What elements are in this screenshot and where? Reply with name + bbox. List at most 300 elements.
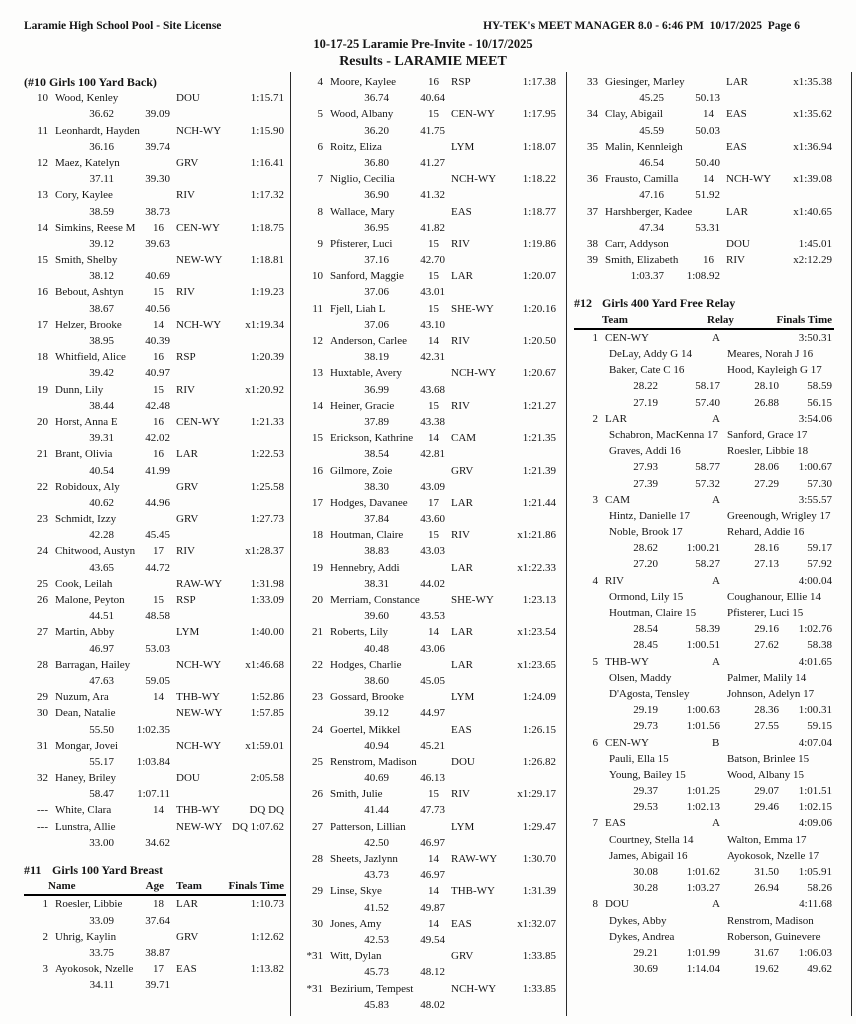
swimmer-name: Haney, Briley <box>55 772 116 785</box>
relay-letter: A <box>712 655 720 668</box>
splits-row <box>574 123 834 139</box>
relay-swimmer: Hintz, Danielle 17 <box>609 509 690 522</box>
split-time: 59.15 <box>807 720 832 733</box>
result-row <box>299 527 558 543</box>
split-time: 29.21 <box>633 946 658 959</box>
split-time: 43.06 <box>420 642 445 655</box>
finals-time: 3:54.06 <box>798 412 832 425</box>
split-time: 38.87 <box>145 946 170 959</box>
swimmer-name: Sanford, Maggie <box>330 270 404 283</box>
split-time: 37.89 <box>364 415 389 428</box>
result-rank: 23 <box>312 691 323 704</box>
splits-row <box>299 284 558 300</box>
split-time: 1:07.11 <box>137 788 170 801</box>
split-time: 55.17 <box>89 755 114 768</box>
result-rank: 14 <box>37 221 48 234</box>
event-title: Girls 100 Yard Breast <box>52 863 163 877</box>
splits-row <box>299 576 558 592</box>
swimmer-age: 14 <box>428 335 439 347</box>
split-time: 27.55 <box>754 720 779 733</box>
result-rank: 9 <box>317 237 323 250</box>
relay-swimmer: Palmer, Malily 14 <box>727 671 807 684</box>
result-rank: 33 <box>587 76 598 88</box>
split-time: 44.02 <box>420 577 445 590</box>
split-time: 28.16 <box>754 542 779 555</box>
split-time: 39.71 <box>145 979 170 992</box>
result-row <box>24 90 286 106</box>
team-code: DOU <box>726 237 750 250</box>
split-time: 33.09 <box>89 914 114 927</box>
event-number: #12 <box>574 296 592 311</box>
split-time: 36.74 <box>364 92 389 105</box>
finals-time: 1:40.00 <box>250 626 284 639</box>
swimmer-age: 16 <box>428 76 439 88</box>
split-time: 40.48 <box>364 642 389 655</box>
split-time: 46.54 <box>639 156 664 169</box>
result-rank: 24 <box>37 545 48 558</box>
split-time: 58.38 <box>807 639 832 652</box>
relay-swimmer: Renstrom, Madison <box>727 914 814 927</box>
team-code: RIV <box>451 788 470 801</box>
splits-row <box>299 835 558 851</box>
result-row <box>24 414 286 430</box>
result-rank: 21 <box>37 448 48 461</box>
split-time: 41.75 <box>420 124 445 137</box>
swimmer-name: Linse, Skye <box>330 885 382 898</box>
split-time: 43.10 <box>420 318 445 331</box>
event-header-continued: (#10 Girls 100 Yard Back) <box>24 75 157 89</box>
result-rank: 10 <box>312 270 323 283</box>
splits-row <box>574 155 834 171</box>
finals-time: 1:57.85 <box>250 707 284 720</box>
splits-row <box>24 560 286 576</box>
relay-splits-row <box>574 556 834 572</box>
team-code: EAS <box>451 917 472 930</box>
split-time: 40.62 <box>89 496 114 509</box>
event-header <box>574 295 834 311</box>
relay-splits-row <box>574 961 834 977</box>
result-row <box>299 106 558 122</box>
finals-time: 1:33.09 <box>250 594 284 606</box>
team-code: CAM <box>451 432 477 445</box>
swimmer-age: 15 <box>428 108 439 121</box>
finals-time: 1:21.27 <box>522 399 556 412</box>
column-header-team: Team <box>602 313 628 326</box>
swimmer-name: Roesler, Libbie <box>55 898 123 911</box>
result-rank: 35 <box>587 140 598 153</box>
team-code: RIV <box>176 189 195 202</box>
split-time: 1:00.67 <box>798 461 832 474</box>
team-code: GRV <box>176 930 199 943</box>
result-row <box>299 851 558 867</box>
split-time: 33.75 <box>89 946 114 959</box>
split-time: 37.06 <box>364 318 389 331</box>
split-time: 31.67 <box>754 946 779 959</box>
swimmer-name: Cook, Leilah <box>55 577 113 590</box>
swimmer-age: 16 <box>153 221 164 234</box>
team-code: RSP <box>176 351 196 364</box>
split-time: 29.37 <box>633 785 658 798</box>
result-rank: --- <box>37 804 48 817</box>
result-rank: 6 <box>592 736 598 749</box>
result-row <box>24 511 286 527</box>
relay-team-name: DOU <box>605 898 629 911</box>
result-rank: 18 <box>37 351 48 364</box>
finals-time: 1:17.32 <box>250 189 284 202</box>
finals-time: 1:16.41 <box>250 156 284 169</box>
swimmer-name: Heiner, Gracie <box>330 399 395 412</box>
results-column-1 <box>24 74 286 994</box>
splits-row <box>299 867 558 883</box>
result-rank: 7 <box>317 173 323 186</box>
team-code: DOU <box>176 92 200 105</box>
split-time: 36.90 <box>364 189 389 202</box>
team-code: NEW-WY <box>176 820 223 833</box>
split-time: 39.63 <box>145 237 170 250</box>
team-code: NCH-WY <box>176 318 222 331</box>
finals-time: 1:19.86 <box>522 237 556 250</box>
relay-swimmers-row <box>574 751 834 767</box>
splits-row <box>299 123 558 139</box>
relay-result-row <box>574 654 834 670</box>
team-code: LYM <box>451 691 475 704</box>
result-rank: 20 <box>37 415 48 428</box>
splits-row <box>24 977 286 993</box>
swimmer-age: 15 <box>153 594 164 606</box>
finals-time: 1:20.16 <box>522 302 556 315</box>
team-code: THB-WY <box>451 885 495 898</box>
splits-row <box>24 268 286 284</box>
result-row <box>574 236 834 252</box>
relay-result-row <box>574 815 834 831</box>
finals-time: 1:20.39 <box>250 351 284 364</box>
swimmer-age: 16 <box>153 415 164 428</box>
split-time: 43.68 <box>420 383 445 396</box>
split-time: 1:00.31 <box>798 704 832 717</box>
team-code: RSP <box>451 76 471 88</box>
relay-swimmers-row <box>574 832 834 848</box>
splits-row <box>299 349 558 365</box>
split-time: 40.97 <box>145 367 170 380</box>
swimmer-age: 15 <box>428 270 439 283</box>
splits-row <box>24 365 286 381</box>
split-time: 1:02.13 <box>686 801 720 814</box>
team-code: NCH-WY <box>451 982 497 995</box>
result-rank: 27 <box>312 820 323 833</box>
column-header-age: Age <box>145 880 164 893</box>
relay-swimmer: Batson, Brinlee 15 <box>727 752 810 765</box>
swimmer-name: Gilmore, Zoie <box>330 464 393 477</box>
split-time: 27.13 <box>754 558 779 571</box>
team-code: EAS <box>451 723 472 736</box>
result-rank: 4 <box>592 574 598 587</box>
split-time: 40.69 <box>364 772 389 785</box>
splits-row <box>299 382 558 398</box>
split-time: 28.10 <box>754 380 779 393</box>
team-code: DOU <box>451 755 475 768</box>
result-row <box>24 382 286 398</box>
splits-row <box>574 268 834 284</box>
relay-splits-row <box>574 864 834 880</box>
team-code: RIV <box>451 237 470 250</box>
splits-row <box>299 964 558 980</box>
split-time: 41.32 <box>420 189 445 202</box>
split-time: 30.69 <box>633 963 658 976</box>
split-time: 43.01 <box>420 286 445 299</box>
split-time: 27.19 <box>633 396 658 409</box>
split-time: 48.12 <box>420 966 445 979</box>
swimmer-name: Whitfield, Alice <box>55 351 126 364</box>
split-time: 38.54 <box>364 448 389 461</box>
splits-row <box>24 430 286 446</box>
finals-time: 4:11.68 <box>799 898 832 911</box>
team-code: LAR <box>726 76 748 88</box>
swimmer-age: 16 <box>703 254 714 267</box>
split-time: 29.46 <box>754 801 779 814</box>
split-time: 51.92 <box>695 189 720 202</box>
team-code: RIV <box>451 399 470 412</box>
finals-time: 1:21.44 <box>522 496 556 509</box>
split-time: 47.34 <box>639 221 664 234</box>
swimmer-age: 18 <box>153 898 164 911</box>
result-row <box>574 204 834 220</box>
splits-row <box>299 802 558 818</box>
relay-splits-row <box>574 459 834 475</box>
result-rank: 25 <box>312 755 323 768</box>
finals-time: 1:21.35 <box>522 432 556 445</box>
result-row <box>574 106 834 122</box>
finals-time: x1:35.62 <box>793 108 832 121</box>
result-row <box>299 398 558 414</box>
relay-splits-row <box>574 702 834 718</box>
split-time: 37.11 <box>89 173 114 186</box>
result-row <box>24 123 286 139</box>
swimmer-name: Anderson, Carlee <box>330 335 407 347</box>
result-rank: 18 <box>312 529 323 542</box>
relay-letter: A <box>712 412 720 425</box>
result-rank: 22 <box>37 480 48 493</box>
finals-time: 4:01.65 <box>798 655 832 668</box>
splits-row <box>299 317 558 333</box>
result-rank: 29 <box>37 691 48 704</box>
software-version-text: HY-TEK's MEET MANAGER 8.0 - 6:46 PM 10/17/2025 Page 6 <box>483 20 800 32</box>
relay-swimmers-row <box>574 427 834 443</box>
result-row <box>299 948 558 964</box>
relay-letter: A <box>712 898 720 911</box>
split-time: 37.84 <box>364 513 389 526</box>
split-time: 42.53 <box>364 933 389 946</box>
split-time: 1:02.35 <box>136 723 170 736</box>
finals-time: DQ 1:07.62 <box>232 820 284 833</box>
relay-letter: A <box>712 331 720 344</box>
result-rank: 11 <box>37 124 48 137</box>
splits-row <box>24 463 286 479</box>
finals-time: x1:35.38 <box>793 76 832 88</box>
split-time: 45.45 <box>145 529 170 542</box>
result-row <box>24 624 286 640</box>
splits-row <box>299 997 558 1013</box>
result-rank: *31 <box>306 950 323 963</box>
result-rank: 37 <box>587 205 598 218</box>
finals-time: 1:18.81 <box>250 254 284 267</box>
relay-swimmers-row <box>574 767 834 783</box>
result-row <box>24 155 286 171</box>
swimmer-name: Nuzum, Ara <box>55 691 109 704</box>
relay-swimmer: Young, Bailey 15 <box>609 768 686 781</box>
relay-team-name: LAR <box>605 412 627 425</box>
swimmer-name: Smith, Julie <box>330 788 383 801</box>
result-row <box>24 543 286 559</box>
finals-time: x1:29.17 <box>517 788 556 801</box>
result-row <box>299 268 558 284</box>
swimmer-name: Roberts, Lily <box>330 626 389 639</box>
team-code: LYM <box>451 820 475 833</box>
splits-row <box>299 479 558 495</box>
split-time: 42.50 <box>364 836 389 849</box>
swimmer-age: 14 <box>153 691 164 704</box>
relay-team-name: EAS <box>605 817 626 830</box>
split-time: 42.70 <box>420 254 445 267</box>
result-row <box>299 657 558 673</box>
result-rank: 2 <box>42 930 48 943</box>
split-time: 39.09 <box>145 108 170 121</box>
result-rank: 2 <box>592 412 598 425</box>
relay-splits-row <box>574 799 834 815</box>
team-code: RIV <box>726 254 745 267</box>
split-time: 38.19 <box>364 351 389 364</box>
finals-time: 1:21.39 <box>522 464 556 477</box>
splits-row <box>299 155 558 171</box>
split-time: 1:06.03 <box>798 946 832 959</box>
swimmer-age: 16 <box>153 351 164 364</box>
result-rank: 26 <box>312 788 323 801</box>
split-time: 48.58 <box>145 610 170 623</box>
relay-result-row <box>574 492 834 508</box>
result-rank: 7 <box>592 817 598 830</box>
relay-splits-row <box>574 637 834 653</box>
result-rank: 36 <box>587 173 598 186</box>
relay-swimmer: Schabron, MacKenna 17 <box>609 428 719 441</box>
swimmer-name: Wood, Kenley <box>55 92 119 105</box>
split-time: 37.06 <box>364 286 389 299</box>
swimmer-name: Schmidt, Izzy <box>55 513 117 526</box>
result-rank: 30 <box>37 707 48 720</box>
result-row <box>24 738 286 754</box>
finals-time: 1:15.90 <box>250 124 284 137</box>
finals-time: 1:13.82 <box>250 963 284 976</box>
split-time: 41.99 <box>145 464 170 477</box>
relay-swimmers-row <box>574 913 834 929</box>
split-time: 50.03 <box>695 124 720 137</box>
relay-swimmer: Roberson, Guinevere <box>727 930 821 943</box>
relay-swimmer: DeLay, Addy G 14 <box>609 348 692 360</box>
finals-time: x1:20.92 <box>245 383 284 396</box>
team-code: GRV <box>176 480 199 493</box>
relay-swimmer: Coughanour, Ellie 14 <box>727 590 821 603</box>
relay-result-row <box>574 735 834 751</box>
split-time: 38.95 <box>89 335 114 347</box>
split-time: 45.73 <box>364 966 389 979</box>
result-row <box>299 883 558 899</box>
result-rank: 28 <box>312 853 323 865</box>
split-time: 28.06 <box>754 461 779 474</box>
finals-time: 1:20.67 <box>522 367 556 380</box>
results-column-3 <box>574 74 834 977</box>
swimmer-age: 15 <box>428 399 439 412</box>
team-code: SHE-WY <box>451 302 494 315</box>
splits-row <box>24 945 286 961</box>
team-code: RSP <box>176 594 196 606</box>
team-code: RIV <box>176 383 195 396</box>
split-time: 39.60 <box>364 610 389 623</box>
split-time: 44.97 <box>420 707 445 720</box>
result-row <box>299 236 558 252</box>
result-rank: 8 <box>592 898 598 911</box>
relay-splits-row <box>574 783 834 799</box>
split-time: 40.56 <box>145 302 170 315</box>
relay-swimmer: Baker, Cate C 16 <box>609 364 685 377</box>
result-rank: 34 <box>587 108 598 121</box>
splits-row <box>24 204 286 220</box>
finals-time: x2:12.29 <box>793 254 832 267</box>
result-rank: 26 <box>37 594 48 606</box>
split-time: 38.59 <box>89 205 114 218</box>
split-time: 36.62 <box>89 108 114 121</box>
relay-swimmer: Courtney, Stella 14 <box>609 833 694 846</box>
result-row <box>574 74 834 90</box>
splits-row <box>24 301 286 317</box>
team-code: GRV <box>451 950 474 963</box>
result-row <box>24 284 286 300</box>
result-row <box>299 430 558 446</box>
result-rank: 12 <box>312 335 323 347</box>
team-code: LAR <box>451 626 473 639</box>
result-rank: 11 <box>312 302 323 315</box>
result-rank: 12 <box>37 156 48 169</box>
team-code: LAR <box>176 898 198 911</box>
split-time: 1:01.99 <box>686 946 720 959</box>
split-time: 53.03 <box>145 642 170 655</box>
finals-time: 1:24.09 <box>522 691 556 704</box>
split-time: 33.00 <box>89 836 114 849</box>
split-time: 1:03.27 <box>686 882 720 895</box>
split-time: 43.53 <box>420 610 445 623</box>
split-time: 36.80 <box>364 156 389 169</box>
team-code: RIV <box>451 529 470 542</box>
result-rank: 29 <box>312 885 323 898</box>
split-time: 39.31 <box>89 432 114 445</box>
splits-row <box>24 398 286 414</box>
split-time: 43.09 <box>420 480 445 493</box>
swimmer-name: Moore, Kaylee <box>330 76 396 88</box>
split-time: 1:00.51 <box>686 639 720 652</box>
finals-time: x1:32.07 <box>517 917 556 930</box>
result-row <box>24 187 286 203</box>
relay-team-name: RIV <box>605 574 624 587</box>
relay-swimmers-row <box>574 605 834 621</box>
splits-row <box>24 835 286 851</box>
result-rank: 23 <box>37 513 48 526</box>
finals-time: 1:52.86 <box>250 691 284 704</box>
split-time: 36.20 <box>364 124 389 137</box>
event-header <box>24 862 286 878</box>
split-time: 1:14.04 <box>686 963 720 976</box>
relay-swimmer: Wood, Albany 15 <box>727 768 805 781</box>
split-time: 41.52 <box>364 901 389 914</box>
team-code: CEN-WY <box>451 108 495 121</box>
relay-team-name: CAM <box>605 493 631 506</box>
swimmer-name: Malin, Kennleigh <box>605 140 683 153</box>
